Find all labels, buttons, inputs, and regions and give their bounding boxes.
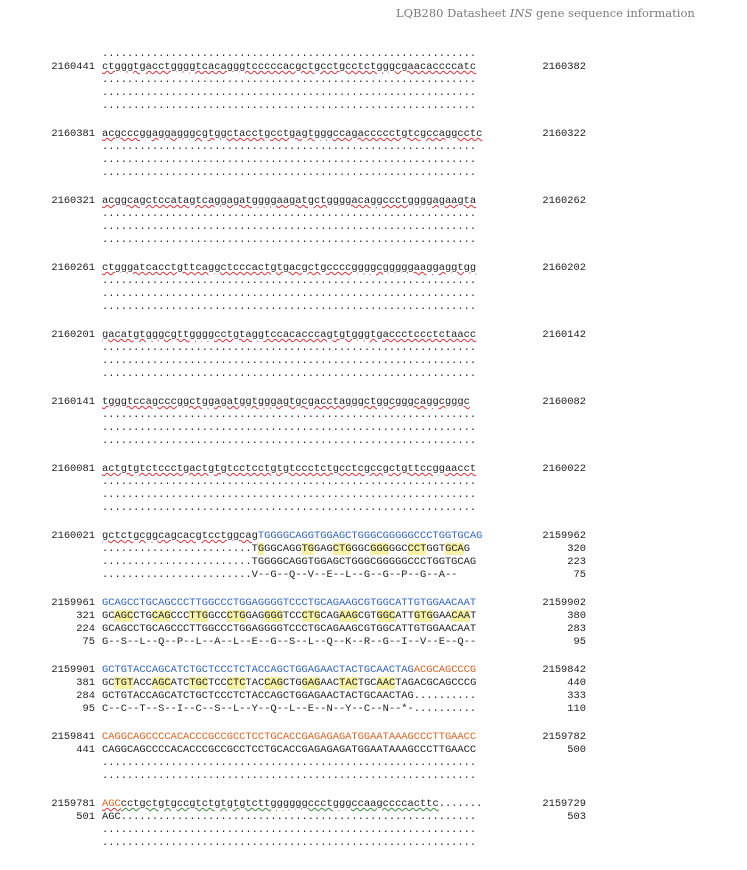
start-position: 321 bbox=[76, 610, 95, 622]
sequence-text bbox=[102, 837, 476, 850]
sequence-segment: ............................................................ bbox=[102, 100, 477, 112]
end-position: 2160082 bbox=[542, 396, 586, 408]
sequence-segment: GC bbox=[102, 610, 115, 622]
sequence-segment: CTG bbox=[282, 677, 302, 689]
sequence-text bbox=[102, 556, 476, 569]
codon-highlight: CAG bbox=[151, 610, 171, 622]
sequence-text bbox=[102, 811, 476, 824]
sequence-segment: GCC bbox=[208, 610, 227, 622]
sequence-text bbox=[102, 288, 476, 301]
start-position: 284 bbox=[76, 690, 95, 702]
sequence-text bbox=[102, 234, 476, 247]
codon-highlight: G bbox=[257, 543, 265, 555]
sequence-text bbox=[102, 623, 476, 636]
start-position: 2159961 bbox=[51, 597, 95, 609]
sequence-text bbox=[102, 301, 476, 314]
datasheet-header bbox=[396, 6, 696, 20]
sequence-text bbox=[102, 744, 476, 757]
codon-highlight: AAG bbox=[339, 610, 358, 622]
sequence-text bbox=[102, 409, 476, 422]
sequence-row bbox=[0, 35, 477, 60]
sequence-segment: CAGGCAGCCCCACACCCGCCGCCTCCTGCACCGAGAGAGATGGAATAAAGCCCTTGAACC bbox=[102, 731, 477, 743]
end-position: 223 bbox=[567, 556, 586, 568]
sequence-segment: G--S--L--Q--P--L--A--L--E--G--S--L--Q--K--R--G--I--V--E--Q-- bbox=[102, 636, 477, 648]
sequence-segment: GGT bbox=[426, 543, 446, 555]
start-position: 2160321 bbox=[51, 195, 95, 207]
codon-highlight: GGC bbox=[376, 610, 396, 622]
sequence-text bbox=[102, 489, 476, 502]
end-position: 2160382 bbox=[542, 61, 586, 73]
sequence-segment: ............................................................ bbox=[102, 489, 477, 501]
sequence-segment: CAGGCAGCCCCACACCCGCCGCCTCCTGCACCGAGAGAGATGGAATAAAGCCCTTGAACC bbox=[102, 744, 477, 756]
end-position: 2159842 bbox=[542, 664, 586, 676]
sequence-text bbox=[102, 154, 476, 167]
sequence-text bbox=[102, 342, 476, 355]
end-position: 75 bbox=[573, 569, 586, 581]
sequence-segment: ............................................................ bbox=[102, 355, 477, 367]
codon-highlight: TGC bbox=[189, 677, 209, 689]
sequence-text bbox=[102, 731, 476, 744]
sequence-segment: ............................................................ bbox=[102, 275, 477, 287]
sequence-text bbox=[102, 824, 476, 837]
end-position: 380 bbox=[567, 610, 586, 622]
codon-highlight: GAG bbox=[301, 677, 321, 689]
codon-highlight: AGC bbox=[151, 677, 171, 689]
sequence-text bbox=[102, 636, 476, 649]
start-position: 224 bbox=[76, 623, 95, 635]
codon-highlight: CAG bbox=[264, 677, 283, 689]
sequence-text bbox=[102, 543, 470, 556]
header-gene: INS bbox=[509, 6, 533, 20]
sequence-text bbox=[102, 757, 476, 770]
sequence-text bbox=[102, 275, 476, 288]
start-position: 501 bbox=[76, 811, 95, 823]
codon-highlight: CCT bbox=[407, 543, 427, 555]
sequence-text bbox=[102, 221, 476, 234]
sequence-text bbox=[102, 435, 476, 448]
end-position: 2160142 bbox=[542, 329, 586, 341]
sequence-segment: GCAGCCTGCAGCCCTTGGCCCTGGAGGGGTCCCTGCAGAAGCGTGGCATTGTGGAACAAT bbox=[102, 597, 477, 609]
codon-highlight: TGT bbox=[114, 677, 134, 689]
sequence-text bbox=[102, 569, 457, 582]
sequence-segment: ............................................................ bbox=[102, 301, 477, 313]
sequence-segment: ............................................................ bbox=[102, 154, 477, 166]
sequence-segment: ctgggatcacctgttcaggctcccactgtgacgctgccccggggcgggggaaggaggtgg bbox=[102, 262, 477, 274]
sequence-text: ............................................................ bbox=[102, 48, 477, 60]
start-position: 2160021 bbox=[51, 530, 95, 542]
end-position: 440 bbox=[567, 677, 586, 689]
sequence-segment: ACGCAGCCCG bbox=[413, 664, 477, 676]
end-position: 2160262 bbox=[542, 195, 586, 207]
sequence-text bbox=[102, 329, 476, 342]
sequence-text bbox=[102, 703, 476, 716]
codon-highlight: AGC bbox=[114, 610, 134, 622]
start-position: 2159841 bbox=[51, 731, 95, 743]
codon-highlight: CTG bbox=[226, 610, 246, 622]
sequence-segment: ....... bbox=[438, 798, 483, 810]
sequence-segment: ............................................................ bbox=[102, 234, 477, 246]
codon-highlight: TTG bbox=[189, 610, 209, 622]
codon-highlight: TG bbox=[301, 543, 315, 555]
start-position: 2160141 bbox=[51, 396, 95, 408]
codon-highlight: CTG bbox=[301, 610, 321, 622]
codon-highlight: CTG bbox=[332, 543, 352, 555]
sequence-text bbox=[102, 664, 476, 677]
sequence-segment: ............................................................ bbox=[102, 288, 477, 300]
sequence-segment: GCAGCCTGCAGCCCTTGGCCCTGGAGGGGTCCCTGCAGAAGCGTGGCATTGTGGAACAAT bbox=[102, 623, 477, 635]
sequence-text bbox=[102, 502, 476, 515]
sequence-segment: C--C--T--S--I--C--S--L--Y--Q--L--E--N--Y--C--N--*-.......... bbox=[102, 703, 477, 715]
sequence-text bbox=[102, 100, 476, 113]
header-suffix: gene sequence information bbox=[532, 6, 695, 20]
start-position: 2160441 bbox=[51, 61, 95, 73]
sequence-segment: CGT bbox=[357, 610, 377, 622]
codon-highlight: GCA bbox=[445, 543, 464, 555]
header-prefix: LQB280 Datasheet bbox=[396, 6, 510, 20]
sequence-segment: ............................................................ bbox=[102, 837, 477, 849]
sequence-text bbox=[102, 74, 476, 87]
sequence-segment: ........................TGGGGCAGGTGGAGCTGGGCGGGGGCCCTGGTGCAG bbox=[102, 556, 477, 568]
end-position: 333 bbox=[567, 690, 586, 702]
sequence-segment: ........................V--G--Q--V--E--L--G--G--P--G--A-- bbox=[102, 569, 458, 581]
sequence-segment: CAG bbox=[320, 610, 340, 622]
sequence-segment: GGC bbox=[351, 543, 371, 555]
sequence-segment: GAG bbox=[314, 543, 333, 555]
sequence-segment: GAA bbox=[432, 610, 452, 622]
sequence-segment: ............................................................ bbox=[102, 824, 477, 836]
sequence-segment: GCTGTACCAGCATCTGCTCCCTCTACCAGCTGGAGAACTACTGCAACTAG bbox=[102, 664, 414, 676]
sequence-segment: GGC bbox=[388, 543, 408, 555]
start-position: 381 bbox=[76, 677, 95, 689]
codon-highlight: GGG bbox=[264, 610, 283, 622]
start-position: 95 bbox=[82, 703, 95, 715]
sequence-segment: GGCAGG bbox=[264, 543, 302, 555]
start-position: 2160381 bbox=[51, 128, 95, 140]
codon-highlight: GGG bbox=[370, 543, 389, 555]
sequence-text bbox=[102, 597, 476, 610]
sequence-segment: TCC bbox=[208, 677, 227, 689]
sequence-segment: ............................................................ bbox=[102, 141, 477, 153]
sequence-segment: ............................................................ bbox=[102, 770, 477, 782]
sequence-segment: gacatgtgggcgttggggcctgtaggtccacacccagtgtgggtgaccctccctctaacc bbox=[102, 329, 477, 341]
end-position: 283 bbox=[567, 623, 586, 635]
start-position: 75 bbox=[82, 636, 95, 648]
sequence-segment: ............................................................ bbox=[102, 757, 477, 769]
sequence-text bbox=[102, 141, 476, 154]
end-position: 95 bbox=[573, 636, 586, 648]
codon-highlight: GTG bbox=[413, 610, 433, 622]
sequence-segment: ............................................................ bbox=[102, 342, 477, 354]
start-position: 441 bbox=[76, 744, 95, 756]
start-position: 2159781 bbox=[51, 798, 95, 810]
sequence-segment: ............................................................ bbox=[102, 167, 477, 179]
end-position: 500 bbox=[567, 744, 586, 756]
sequence-text bbox=[102, 87, 476, 100]
sequence-segment: ............................................................ bbox=[102, 221, 477, 233]
sequence-text bbox=[102, 530, 482, 543]
sequence-segment: acggcagctccatagtcaggagatggggaagatgctggggacaggccctggggagaagta bbox=[102, 195, 477, 207]
end-position: 320 bbox=[567, 543, 586, 555]
end-position: 2159902 bbox=[542, 597, 586, 609]
sequence-segment: GC bbox=[102, 677, 115, 689]
sequence-text bbox=[102, 476, 476, 489]
sequence-segment: G bbox=[463, 543, 471, 555]
sequence-text bbox=[102, 798, 482, 811]
sequence-text bbox=[102, 677, 476, 690]
end-position: 2160022 bbox=[542, 463, 586, 475]
sequence-text bbox=[102, 61, 476, 74]
sequence-text bbox=[102, 770, 476, 783]
sequence-segment: ATT bbox=[395, 610, 414, 622]
start-position: 2159901 bbox=[51, 664, 95, 676]
sequence-segment: acgcccggaggagggcgtggctacctgcctgagtgggccagaccccctgtcgccaggcctc bbox=[102, 128, 483, 140]
sequence-segment: T bbox=[470, 610, 477, 622]
sequence-segment: GAG bbox=[245, 610, 265, 622]
sequence-text bbox=[102, 396, 470, 409]
sequence-text bbox=[102, 690, 476, 703]
end-position: 2159729 bbox=[542, 798, 586, 810]
start-position: 2160201 bbox=[51, 329, 95, 341]
sequence-segment: TCC bbox=[282, 610, 302, 622]
sequence-text bbox=[102, 195, 476, 208]
sequence-text bbox=[102, 167, 476, 180]
sequence-segment: TGC bbox=[357, 677, 377, 689]
sequence-segment: ............................................................ bbox=[102, 87, 477, 99]
sequence-segment: CTG bbox=[133, 610, 152, 622]
sequence-segment: GCTGTACCAGCATCTGCTCCCTCTACCAGCTGGAGAACTACTGCAACTAG.......... bbox=[102, 690, 477, 702]
sequence-segment: TAC bbox=[245, 677, 265, 689]
sequence-segment: AGC bbox=[102, 798, 121, 810]
sequence-segment: gctctgcggcagcacgtcctggcag bbox=[102, 530, 258, 542]
codon-highlight: CAA bbox=[451, 610, 471, 622]
sequence-segment: ............................................................ bbox=[102, 208, 477, 220]
sequence-text bbox=[102, 208, 476, 221]
sequence-text bbox=[102, 610, 476, 623]
sequence-text bbox=[102, 368, 476, 381]
sequence-text bbox=[102, 463, 476, 476]
sequence-segment: ............................................................ bbox=[102, 409, 477, 421]
sequence-segment: ............................................................ bbox=[102, 368, 477, 380]
sequence-segment: ............................................................ bbox=[102, 435, 477, 447]
sequence-segment: cctgctgtgccgtctgtgtgtcttggggggccctgggccaagccccacttc bbox=[120, 798, 439, 810]
sequence-text bbox=[102, 422, 476, 435]
sequence-segment: CCC bbox=[170, 610, 190, 622]
sequence-segment: TAGACGCAGCCCG bbox=[395, 677, 477, 689]
sequence-segment: ............................................................ bbox=[102, 502, 477, 514]
codon-highlight: CTC bbox=[226, 677, 246, 689]
sequence-text bbox=[102, 128, 482, 141]
end-position: 2159962 bbox=[542, 530, 586, 542]
end-position: 2160322 bbox=[542, 128, 586, 140]
sequence-segment: ............................................................ bbox=[102, 74, 477, 86]
sequence-segment: ATC bbox=[170, 677, 190, 689]
sequence-text bbox=[102, 355, 476, 368]
codon-highlight: AAC bbox=[376, 677, 396, 689]
sequence-text bbox=[102, 262, 476, 275]
end-position: 2160202 bbox=[542, 262, 586, 274]
sequence-segment: ctgggtgacctggggtcacagggtcccccacgctgcctgcctctgggcgaacaccccatc bbox=[102, 61, 477, 73]
sequence-segment: ........................T bbox=[102, 543, 258, 555]
sequence-segment: actgtgtctccctgactgtgtcctcctgtgtccctctgcctcgccgctgttccggaacct bbox=[102, 463, 477, 475]
start-position: 2160081 bbox=[51, 463, 95, 475]
end-position: 110 bbox=[567, 703, 586, 715]
codon-highlight: TAC bbox=[339, 677, 358, 689]
sequence-segment: TGGGGCAGGTGGAGCTGGGCGGGGGCCCTGGTGCAG bbox=[257, 530, 483, 542]
sequence-segment: AAC bbox=[320, 677, 340, 689]
sequence-segment: ............................................................ bbox=[102, 476, 477, 488]
end-position: 503 bbox=[567, 811, 586, 823]
sequence-segment: ACC bbox=[133, 677, 152, 689]
sequence-segment: AGC......................................................... bbox=[102, 811, 477, 823]
start-position: 2160261 bbox=[51, 262, 95, 274]
sequence-segment: ............................................................ bbox=[102, 422, 477, 434]
sequence-segment: tgggtccagcccggctggagatggtgggagtgcgacctagggctggcgggcaggcgggc bbox=[102, 396, 470, 408]
end-position: 2159782 bbox=[542, 731, 586, 743]
